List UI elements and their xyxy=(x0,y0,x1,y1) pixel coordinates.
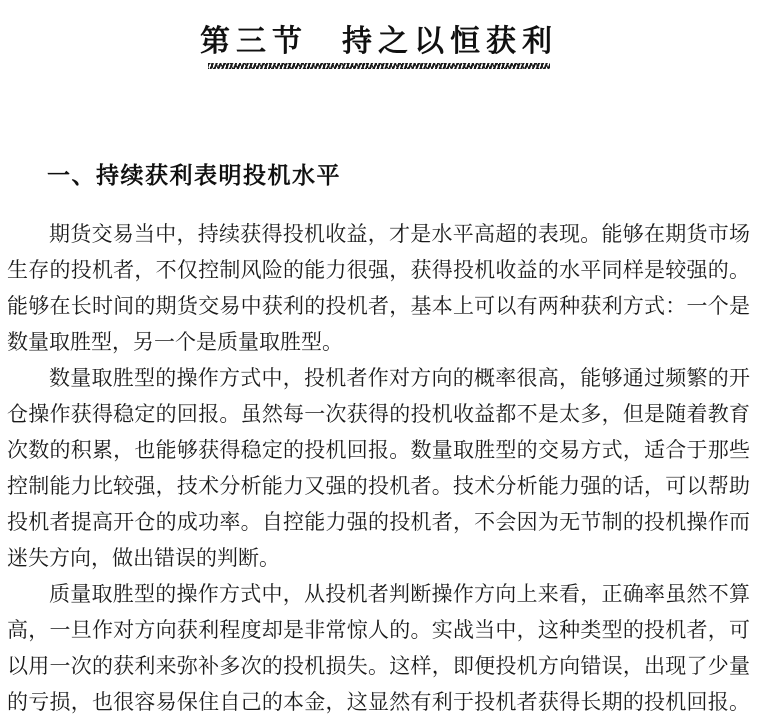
text-line: 数量取胜型的操作方式中，投机者作对方向的概率很高，能够通过频繁的开 xyxy=(49,366,750,390)
text-line: 期货交易当中，持续获得投机收益，才是水平高超的表现。能够在期货市场 xyxy=(49,222,750,246)
text-line: 数量取胜型，另一个是质量取胜型。 xyxy=(7,330,343,354)
page-title-text: 持之以恒获利 xyxy=(342,25,558,58)
paragraph xyxy=(7,576,750,720)
section-heading: 一、持续获利表明投机水平 xyxy=(47,162,341,188)
page-title-section-number: 第三节 xyxy=(200,25,308,58)
text-line: 的亏损，也很容易保住自己的本金，这显然有利于投机者获得长期的投机回报。 xyxy=(7,690,750,714)
text-line: 次数的积累，也能够获得稳定的投机回报。数量取胜型的交易方式，适合于那些 xyxy=(7,438,750,462)
book-page xyxy=(0,16,758,717)
paragraph xyxy=(7,216,750,360)
text-line: 仓操作获得稳定的回报。虽然每一次获得的投机收益都不是太多，但是随着教育 xyxy=(7,402,750,426)
text-line: 质量取胜型的操作方式中，从投机者判断操作方向上来看，正确率虽然不算 xyxy=(49,582,750,606)
paragraph xyxy=(7,360,750,576)
body-text xyxy=(7,216,750,720)
text-line: 能够在长时间的期货交易中获利的投机者，基本上可以有两种获利方式：一个是 xyxy=(7,294,750,318)
text-line: 控制能力比较强，技术分析能力又强的投机者。技术分析能力强的话，可以帮助 xyxy=(7,474,750,498)
text-line: 迷失方向，做出错误的判断。 xyxy=(7,546,280,570)
page-title xyxy=(0,16,758,60)
text-line: 以用一次的获利来弥补多次的投机损失。这样，即便投机方向错误，出现了少量 xyxy=(7,654,750,678)
title-decorative-underline xyxy=(208,63,550,69)
text-line: 生存的投机者，不仅控制风险的能力很强，获得投机收益的水平同样是较强的。 xyxy=(7,258,750,282)
text-line: 高，一旦作对方向获利程度却是非常惊人的。实战当中，这种类型的投机者，可 xyxy=(7,618,750,642)
text-line: 投机者提高开仓的成功率。自控能力强的投机者，不会因为无节制的投机操作而 xyxy=(7,510,750,534)
